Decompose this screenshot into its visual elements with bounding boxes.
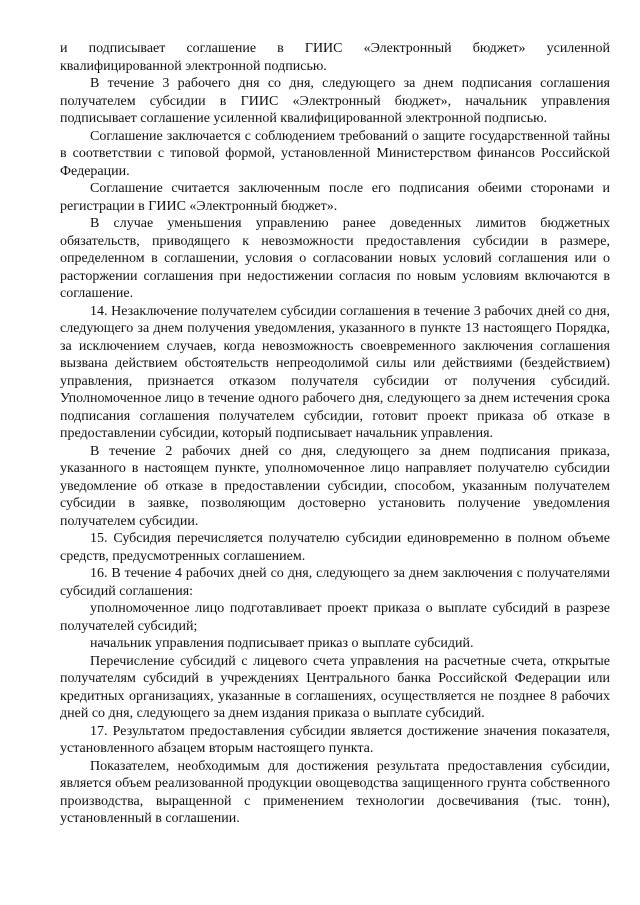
paragraph: В течение 3 рабочего дня со дня, следующего за днем подписания соглашения получателем субсидии в ГИИС «Электронный бюджет», начальник управления подписывает соглашение усиленной квалифицированной электронной подписью. [60, 76, 610, 126]
paragraph: начальник управления подписывает приказ о выплате субсидий. [90, 636, 474, 651]
paragraph: В случае уменьшения управлению ранее доведенных лимитов бюджетных обязательств, приводящего к невозможности предоставления субсидии в размере, определенном в соглашении, условия о согласовании новых условий соглашения или о расторжении соглашения при недостижении согласия по новым условиям включаются в соглашение. [60, 216, 610, 301]
paragraph: и подписывает соглашение в ГИИС «Электронный бюджет» усиленной квалифицированной электронной подписью. [60, 41, 610, 74]
paragraph: Соглашение считается заключенным после его подписания обеими сторонами и регистрации в ГИИС «Электронный бюджет». [60, 181, 610, 214]
paragraph: Перечисление субсидий с лицевого счета управления на расчетные счета, открытые получателям субсидий в учреждениях Центрального банка Российской Федерации или кредитных организациях, указанные в соглашениях, осуществляется не позднее 8 рабочих дней со дня, следующего за днем издания приказа о выплате субсидий. [60, 653, 610, 721]
paragraph-item-16: 16. В течение 4 рабочих дней со дня, следующего за днем заключения с получателями субсидий соглашения: [60, 566, 610, 599]
paragraph: Соглашение заключается с соблюдением требований о защите государственной тайны в соответствии с типовой формой, установленной Министерством финансов Российской Федерации. [60, 128, 610, 179]
paragraph: уполномоченное лицо подготавливает проект приказа о выплате субсидий в разрезе получателей субсидий; [60, 601, 610, 634]
paragraph-item-14: 14. Незаключение получателем субсидии соглашения в течение 3 рабочих дней со дня, следующего за днем получения уведомления, указанного в пункте 13 настоящего Порядка, за исключением случаев, когда невозможность своевременного заключения соглашения вызвана действием обстоятельств непреодолимой силы или действиями (бездействием) управления, признается отказом получателя субсидии от получения субсидий. Уполномоченное лицо в течение одного рабочего дня, следующего за днем истечения срока подписания соглашения получателем субсидии, готовит проект приказа об отказе в предоставлении субсидии, который подписывает начальник управления. [60, 303, 610, 441]
paragraph: Показателем, необходимым для достижения результата предоставления субсидии, является объем реализованной продукции овощеводства защищенного грунта собственного производства, выращенной с применением технологии досвечивания (тыс. тонн), установленный в соглашении. [60, 758, 610, 826]
paragraph: В течение 2 рабочих дней со дня, следующего за днем подписания приказа, указанного в настоящем пункте, уполномоченное лицо направляет получателю субсидии уведомление об отказе в предоставлении субсидии, способом, указанным получателем субсидии в заявке, позволяющим достоверно установить получение уведомления получателем субсидии. [60, 443, 610, 529]
document-page [60, 40, 610, 828]
paragraph-item-15: 15. Субсидия перечисляется получателю субсидии единовременно в полном объеме средств, предусмотренных соглашением. [60, 531, 610, 564]
paragraph-item-17: 17. Результатом предоставления субсидии является достижение значения показателя, установленного абзацем вторым настоящего пункта. [60, 723, 610, 756]
